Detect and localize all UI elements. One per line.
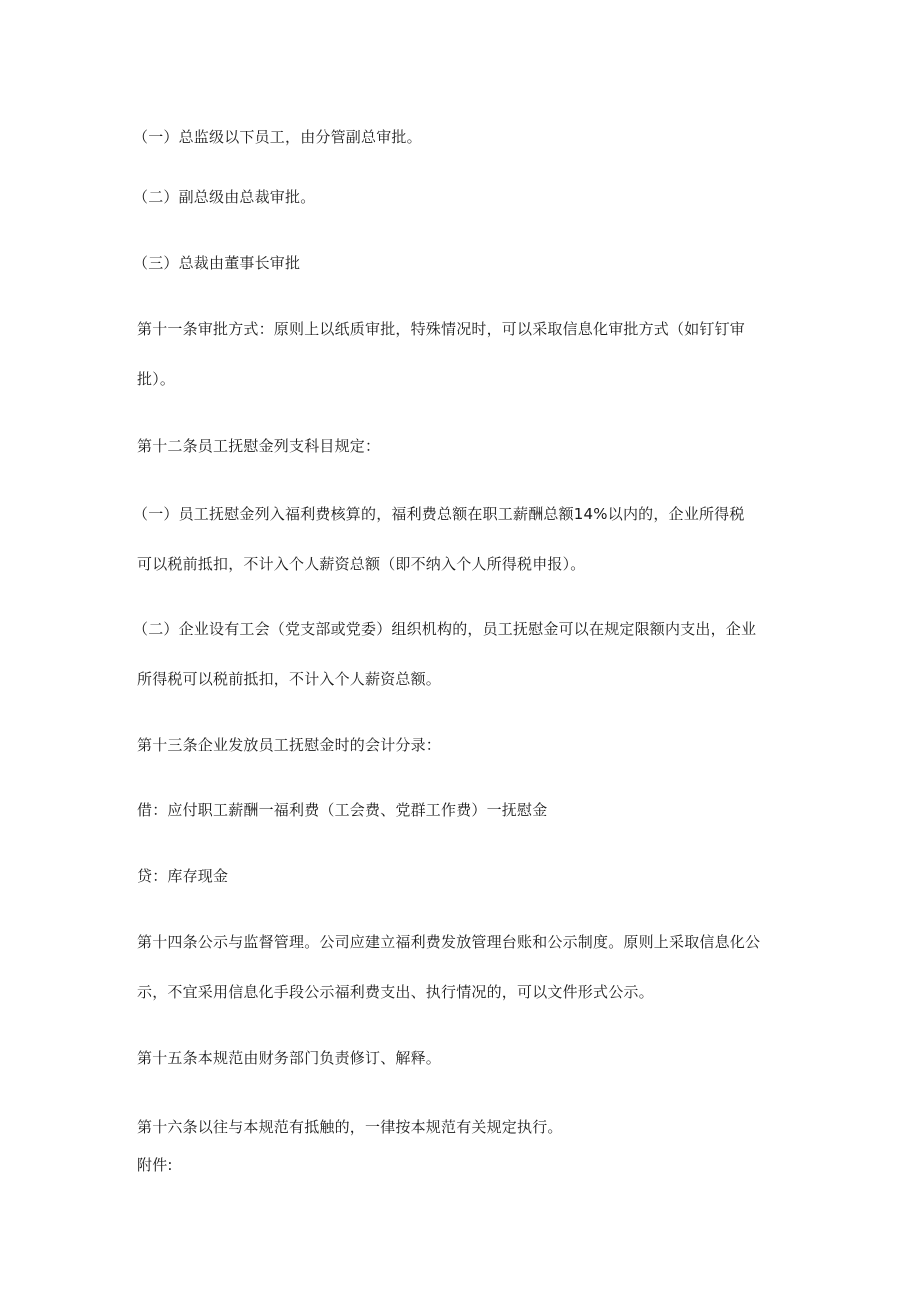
- article-14-line-2: 示，不宜采用信息化手段公示福利费支出、执行情况的，可以文件形式公示。: [137, 983, 654, 1001]
- article-12-item-1-line-1: （一）员工抚慰金列入福利费核算的，福利费总额在职工薪酬总额14%以内的，企业所得税: [133, 505, 745, 523]
- article-12-item-1-line-2: 可以税前抵扣，不计入个人薪资总额（即不纳入个人所得税申报）。: [137, 555, 586, 573]
- approval-rule-3: （三）总裁由董事长审批: [133, 254, 301, 272]
- article-12-heading: 第十二条员工抚慰金列支科目规定：: [137, 437, 381, 455]
- article-11-line-1: 第十一条审批方式：原则上以纸质审批，特殊情况时，可以采取信息化审批方式（如钉钉审: [137, 320, 746, 338]
- article-12-item-2-line-2: 所得税可以税前抵扣，不计入个人薪资总额。: [137, 670, 442, 688]
- attachments-label: 附件:: [137, 1156, 173, 1174]
- article-15: 第十五条本规范由财务部门负责修订、解释。: [137, 1049, 442, 1067]
- article-11-line-2: 批）。: [137, 370, 176, 388]
- article-14-line-1: 第十四条公示与监督管理。公司应建立福利费发放管理台账和公示制度。原则上采取信息化公: [137, 933, 761, 951]
- article-13-heading: 第十三条企业发放员工抚慰金时的会计分录：: [137, 736, 442, 754]
- approval-rule-2: （二）副总级由总裁审批。: [133, 188, 316, 206]
- credit-entry: 贷：库存现金: [137, 867, 229, 885]
- debit-entry: 借：应付职工薪酬一福利费（工会费、党群工作费）一抚慰金: [137, 801, 548, 819]
- approval-rule-1: （一）总监级以下员工，由分管副总审批。: [133, 128, 422, 146]
- article-16: 第十六条以往与本规范有抵触的，一律按本规范有关规定执行。: [137, 1118, 563, 1136]
- article-12-item-2-line-1: （二）企业设有工会（党支部或党委）组织机构的，员工抚慰金可以在规定限额内支出，企业: [133, 620, 757, 638]
